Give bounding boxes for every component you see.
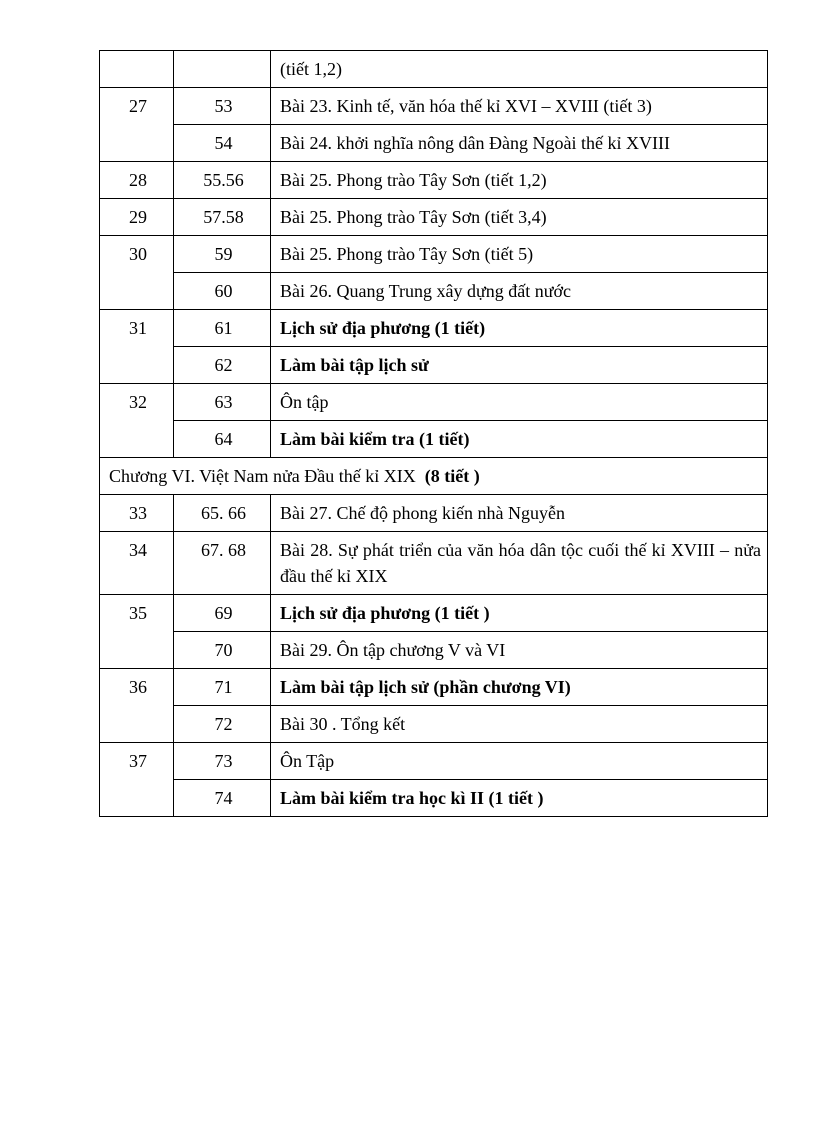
table-row bbox=[100, 199, 768, 236]
period-cell: 54 bbox=[174, 125, 271, 162]
week-cell: 32 bbox=[100, 384, 174, 458]
content-cell: Lịch sử địa phương (1 tiết) bbox=[271, 310, 768, 347]
period-cell: 62 bbox=[174, 347, 271, 384]
table-row bbox=[100, 706, 768, 743]
content-cell: Làm bài kiểm tra học kì II (1 tiết ) bbox=[271, 780, 768, 817]
content-cell: Ôn tập bbox=[271, 384, 768, 421]
period-cell: 70 bbox=[174, 632, 271, 669]
content-cell: (tiết 1,2) bbox=[271, 51, 768, 88]
period-cell: 67. 68 bbox=[174, 532, 271, 595]
period-cell: 57.58 bbox=[174, 199, 271, 236]
table-row bbox=[100, 632, 768, 669]
period-cell: 72 bbox=[174, 706, 271, 743]
content-cell: Bài 25. Phong trào Tây Sơn (tiết 1,2) bbox=[271, 162, 768, 199]
lesson-plan-table bbox=[99, 50, 768, 817]
period-cell: 55.56 bbox=[174, 162, 271, 199]
content-cell: Bài 29. Ôn tập chương V và VI bbox=[271, 632, 768, 669]
period-cell: 71 bbox=[174, 669, 271, 706]
table-row bbox=[100, 384, 768, 421]
table-row bbox=[100, 780, 768, 817]
chapter-periods: (8 tiết ) bbox=[424, 466, 480, 486]
table-row bbox=[100, 421, 768, 458]
period-cell: 59 bbox=[174, 236, 271, 273]
table-row bbox=[100, 347, 768, 384]
content-cell: Lịch sử địa phương (1 tiết ) bbox=[271, 595, 768, 632]
period-cell: 53 bbox=[174, 88, 271, 125]
week-cell: 35 bbox=[100, 595, 174, 669]
content-cell: Làm bài tập lịch sử bbox=[271, 347, 768, 384]
chapter-title: Chương VI. Việt Nam nửa Đầu thế kỉ XIX bbox=[109, 466, 416, 486]
period-cell: 69 bbox=[174, 595, 271, 632]
table-row bbox=[100, 595, 768, 632]
chapter-row bbox=[100, 458, 768, 495]
week-cell bbox=[100, 51, 174, 88]
period-cell: 64 bbox=[174, 421, 271, 458]
week-cell: 33 bbox=[100, 495, 174, 532]
content-cell: Bài 28. Sự phát triển của văn hóa dân tộc cuối thế kỉ XVIII – nửa đầu thế kỉ XIX bbox=[271, 532, 768, 595]
content-cell: Bài 26. Quang Trung xây dựng đất nước bbox=[271, 273, 768, 310]
content-cell: Bài 24. khởi nghĩa nông dân Đàng Ngoài thế kỉ XVIII bbox=[271, 125, 768, 162]
table-row bbox=[100, 273, 768, 310]
period-cell: 65. 66 bbox=[174, 495, 271, 532]
week-cell: 27 bbox=[100, 88, 174, 162]
table-row bbox=[100, 125, 768, 162]
week-cell: 37 bbox=[100, 743, 174, 817]
table-row bbox=[100, 532, 768, 595]
content-cell: Bài 27. Chế độ phong kiến nhà Nguyễn bbox=[271, 495, 768, 532]
table-row bbox=[100, 236, 768, 273]
week-cell: 36 bbox=[100, 669, 174, 743]
period-cell: 61 bbox=[174, 310, 271, 347]
content-cell: Bài 23. Kinh tế, văn hóa thế kỉ XVI – XVIII (tiết 3) bbox=[271, 88, 768, 125]
content-cell: Bài 30 . Tổng kết bbox=[271, 706, 768, 743]
period-cell: 73 bbox=[174, 743, 271, 780]
week-cell: 31 bbox=[100, 310, 174, 384]
table-row bbox=[100, 743, 768, 780]
period-cell bbox=[174, 51, 271, 88]
content-cell: Làm bài kiểm tra (1 tiết) bbox=[271, 421, 768, 458]
content-cell: Làm bài tập lịch sử (phần chương VI) bbox=[271, 669, 768, 706]
table-row bbox=[100, 310, 768, 347]
week-cell: 28 bbox=[100, 162, 174, 199]
content-cell: Bài 25. Phong trào Tây Sơn (tiết 3,4) bbox=[271, 199, 768, 236]
period-cell: 63 bbox=[174, 384, 271, 421]
week-cell: 30 bbox=[100, 236, 174, 310]
table-row bbox=[100, 162, 768, 199]
content-cell: Bài 25. Phong trào Tây Sơn (tiết 5) bbox=[271, 236, 768, 273]
table-row bbox=[100, 88, 768, 125]
content-cell: Ôn Tập bbox=[271, 743, 768, 780]
table-row bbox=[100, 51, 768, 88]
table-row bbox=[100, 495, 768, 532]
table-row bbox=[100, 669, 768, 706]
week-cell: 29 bbox=[100, 199, 174, 236]
chapter-heading bbox=[100, 458, 768, 495]
week-cell: 34 bbox=[100, 532, 174, 595]
period-cell: 60 bbox=[174, 273, 271, 310]
period-cell: 74 bbox=[174, 780, 271, 817]
